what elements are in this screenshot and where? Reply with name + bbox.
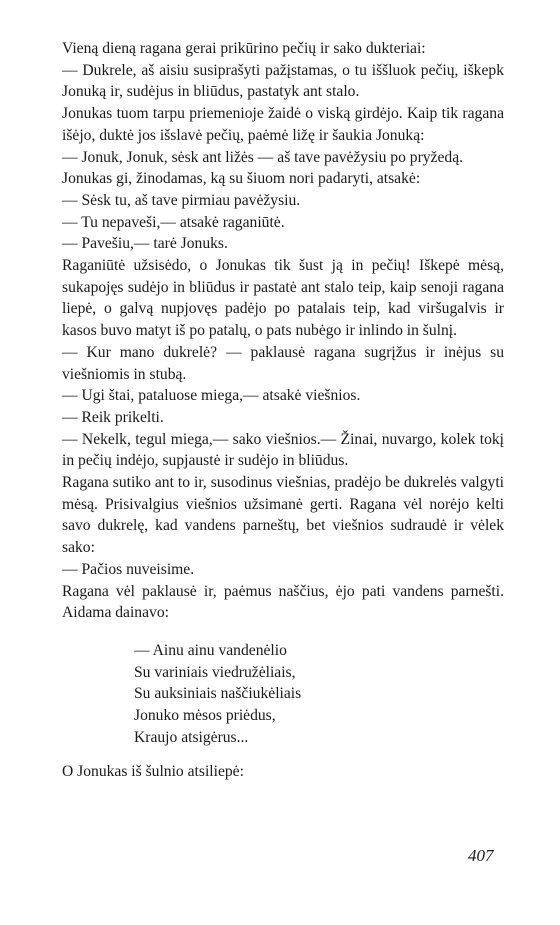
poem-line: — Ainu ainu vandenėlio — [134, 641, 287, 659]
paragraph: Raganiūtė užsisėdo, o Jonukas tik šust ją in pečių! Iškepė mėsą, sukapojęs sudėjo in bliūdus ir pastatė ant stalo teip, kaip senoji ragana liepė, o galvą nupjovęs padėjo po patalais teip, kad viršugalvis ir kasos buvo matyt iš po patalų, o pats nubėgo ir inlindo in šulnį. — [62, 257, 504, 340]
closing-line: O Jonukas iš šulnio atsiliepė: — [62, 762, 244, 780]
paragraph: — Ugi štai, pataluose miega,— atsakė viešnios. — [62, 387, 361, 405]
page-number: 407 — [468, 846, 494, 865]
paragraph: — Dukrele, aš aisiu susiprašyti pažįstamas, o tu iššluok pečių, iškepk Jonuką ir, sudėjus in bliūdus, pastatyk ant stalo. — [62, 61, 504, 101]
paragraph: Ragana sutiko ant to ir, susodinus viešnias, pradėjo be dukrelės valgyti mėsą. Prisivalgius viešnios užsimanė gerti. Ragana vėl norėjo kelti savo dukrelę, kad vandens parneštų, bet viešnios sudraudė ir vėlek sako: — [62, 474, 504, 557]
paragraph: — Pačios nuveisime. — [62, 560, 195, 578]
paragraph: — Nekelk, tegul miega,— sako viešnios.— Žinai, nuvargo, kolek tokį in pečių indėjo, supjaustė ir sudėjo in bliūdus. — [62, 430, 504, 470]
poem-line: Su variniais viedružėliais, — [134, 663, 296, 681]
poem-line: Kraujo atsigėrus... — [134, 728, 249, 746]
poem-line: Su auksiniais naščiukėliais — [134, 685, 302, 703]
poem — [134, 640, 504, 749]
paragraph: Jonukas gi, žinodamas, ką su šiuom nori padaryti, atsakė: — [62, 170, 421, 188]
paragraph: — Kur mano dukrelė? — paklausė ragana sugrįžus ir inėjus su viešniomis in stubą. — [62, 343, 504, 383]
paragraph: — Jonuk, Jonuk, sėsk ant ližės — aš tave pavėžysiu po pryžedą. — [62, 148, 464, 166]
paragraph: — Reik prikelti. — [62, 408, 164, 426]
page-text — [62, 38, 504, 782]
paragraph: Ragana vėl paklausė ir, paėmus naščius, ėjo pati vandens parnešti. Aidama dainavo: — [62, 582, 504, 622]
paragraph: Vieną dieną ragana gerai prikūrino pečių ir sako dukteriai: — [62, 40, 426, 57]
poem-line: Jonuko mėsos priėdus, — [134, 707, 276, 725]
paragraph: Jonukas tuom tarpu priemenioje žaidė o viską girdėjo. Kaip tik ragana išėjo, duktė jos išslavė pečių, paėmė ližę ir šaukia Jonuką: — [62, 105, 504, 144]
paragraph: — Tu nepaveši,— atsakė raganiūtė. — [62, 213, 285, 231]
paragraph: — Pavešiu,— tarė Jonuks. — [62, 235, 228, 253]
paragraph: — Sėsk tu, aš tave pirmiau pavėžysiu. — [62, 191, 301, 209]
